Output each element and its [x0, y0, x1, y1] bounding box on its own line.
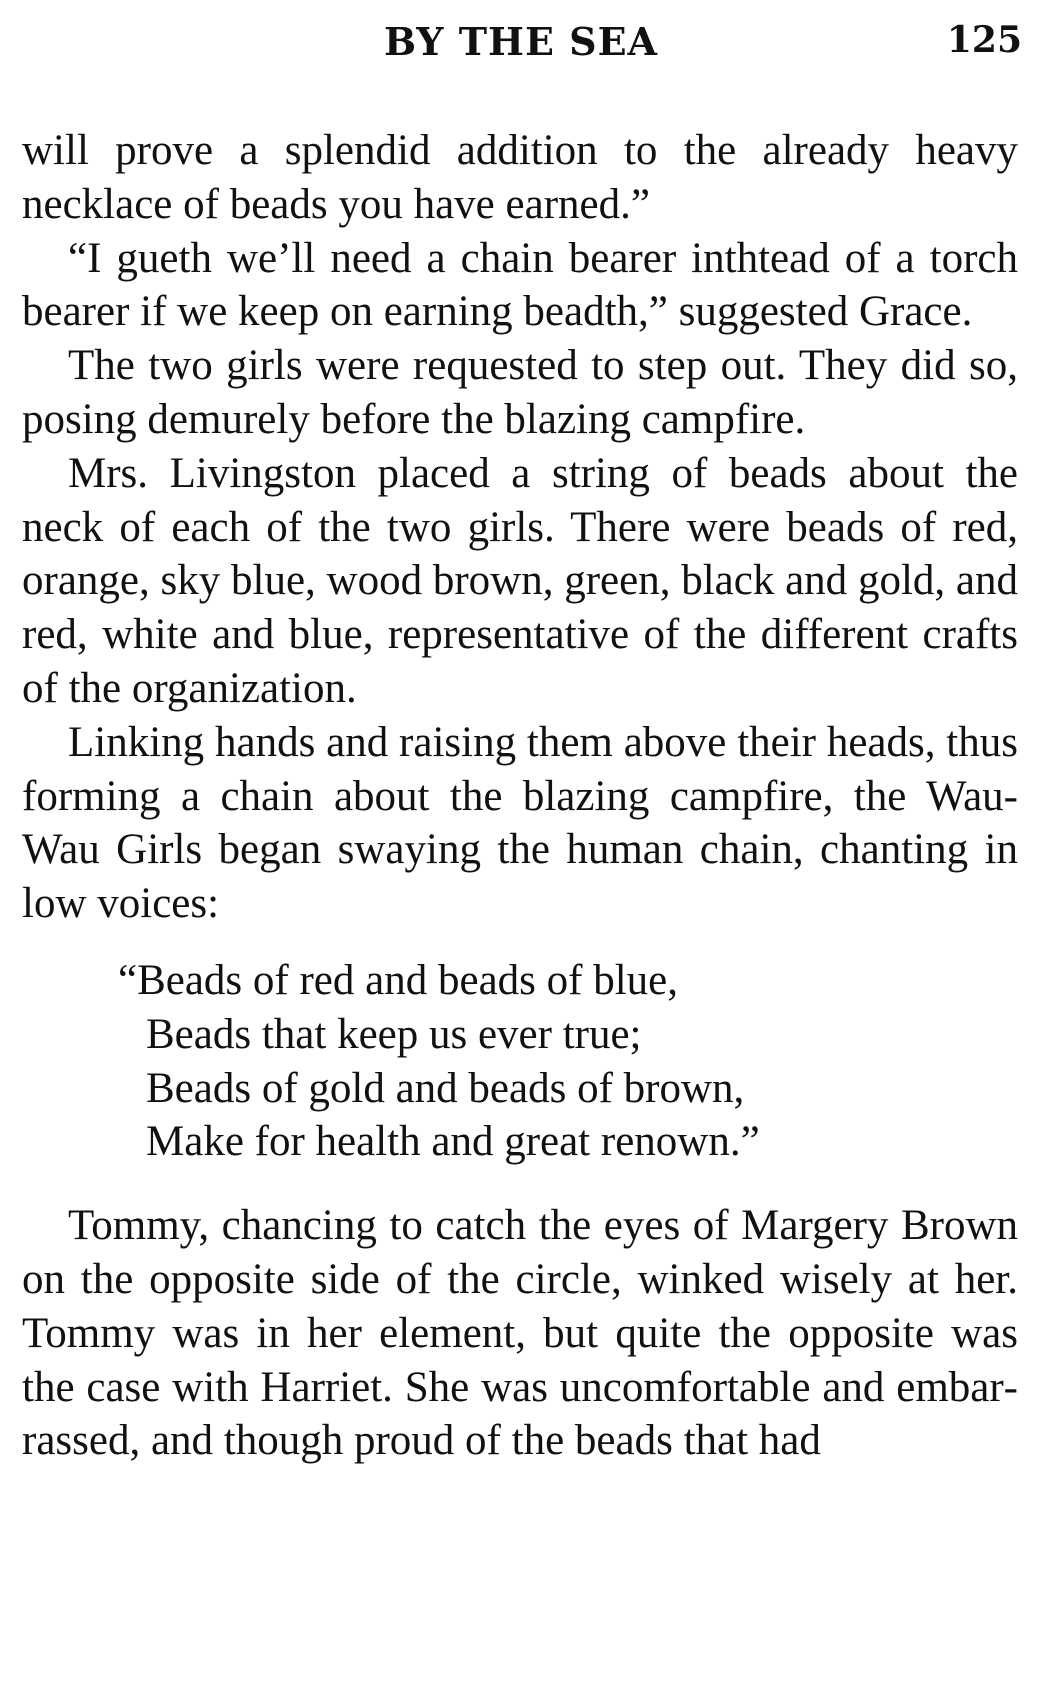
running-header [20, 14, 1022, 70]
paragraph-grace-dialogue: “I gueth we’ll need a chain bearer inthtead of a torch bearer if we keep on earning beadth,” suggested Grace. [22, 234, 1018, 336]
paragraph-continued: will prove a splendid addition to the already heavy necklace of beads you have earned.” [22, 127, 1018, 228]
verse-line: Beads of gold and beads of brown, [146, 1064, 745, 1112]
page-number: 125 [946, 19, 1022, 61]
verse-line: “Beads of red and beads of blue, [118, 956, 678, 1004]
verse-line: Beads that keep us ever true; [146, 1010, 642, 1058]
running-title: BY THE SEA [383, 19, 659, 64]
paragraph-linking-hands: Linking hands and raising them above their heads, thus forming a chain about the blazing campfire, the Wau-Wau Girls began swaying the human chain, chanting in low voices: [22, 718, 1018, 928]
chant-verse [22, 954, 1018, 1169]
paragraph-tommy-harriet: Tommy, chancing to catch the eyes of Margery Brown on the opposite side of the circle, winked wisely at her. Tommy was in her element, but quite the opposite was the case with Harriet. She was uncomfortable and embarrassed, and though proud of the beads that had [22, 1202, 1018, 1465]
paragraph-girls-step-out: The two girls were requested to step out. They did so, posing demurely before the blazing campfire. [22, 342, 1018, 443]
body-text [22, 124, 1018, 1468]
verse-line: Make for health and great renown.” [146, 1118, 760, 1166]
paragraph-beads-description: Mrs. Livingston placed a string of beads about the neck of each of the two girls. There were beads of red, orange, sky blue, wood brown, green, black and gold, and red, white and blue, representative of the different crafts of the organization. [22, 449, 1018, 712]
